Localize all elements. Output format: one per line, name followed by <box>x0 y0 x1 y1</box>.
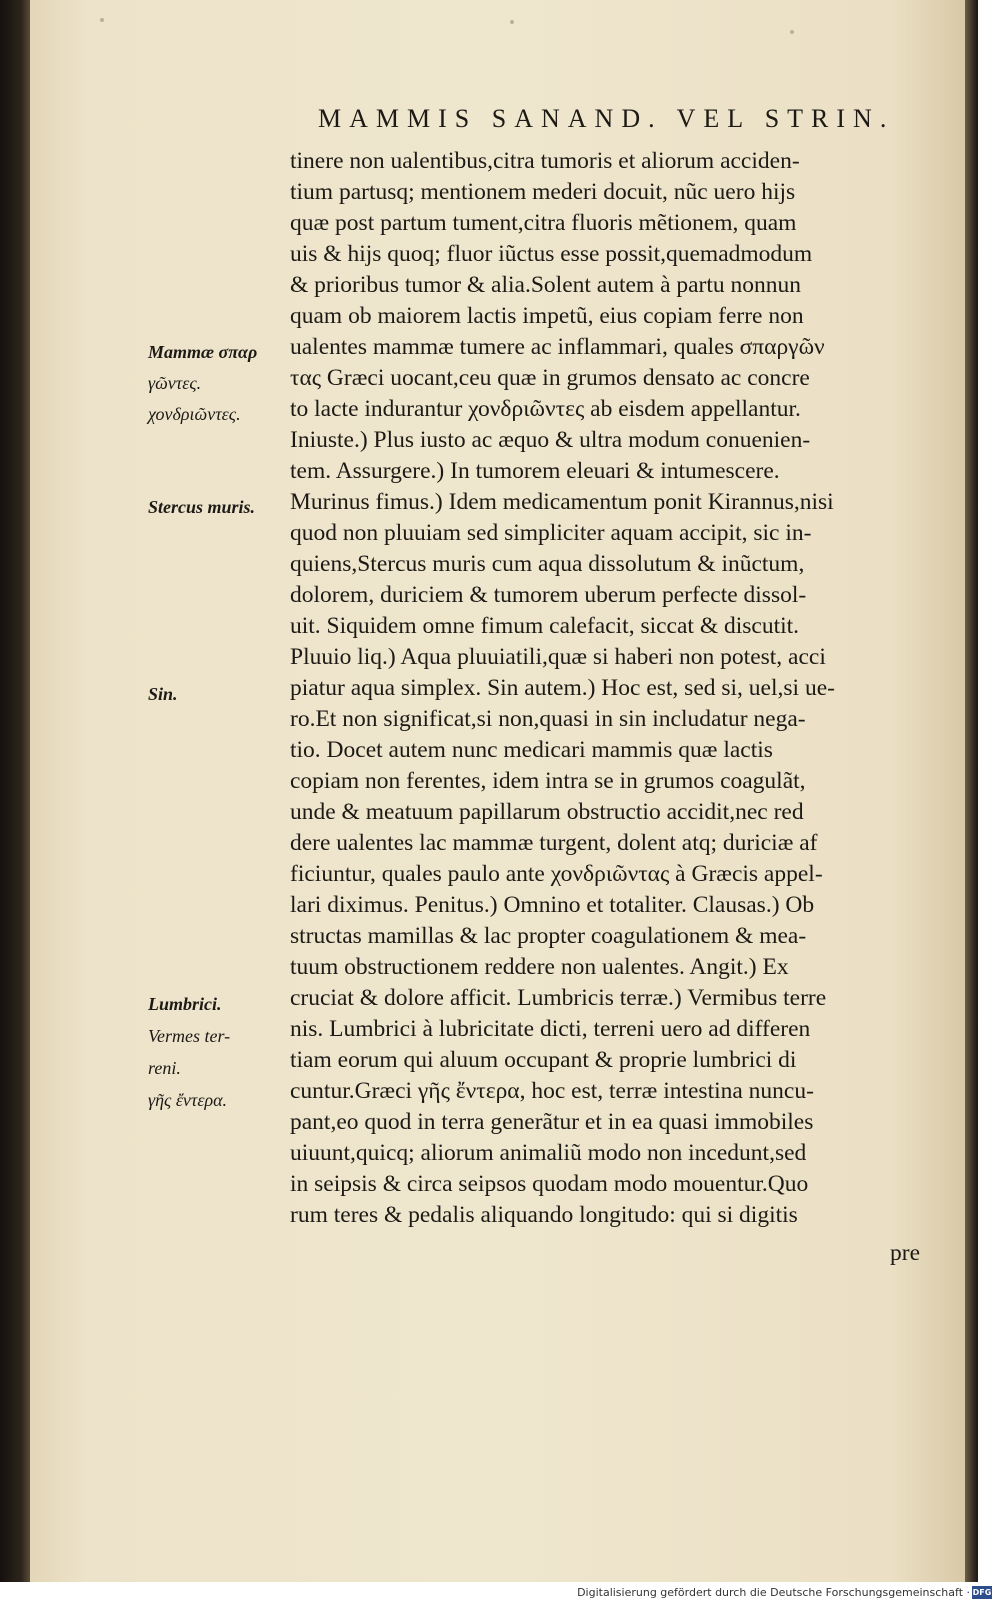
body-text <box>290 146 940 1231</box>
text-line: ualentes mammæ tumere ac inflammari, quales σπαργῶν <box>290 334 825 360</box>
text-line: nis. Lumbrici à lubricitate dicti, terreni uero ad differen <box>290 1016 811 1042</box>
text-line: uit. Siquidem omne fimum calefacit, siccat & discutit. <box>290 613 800 639</box>
catchword: pre <box>890 1240 921 1266</box>
text-line: τας Græci uocant,ceu quæ in grumos densato ac concre <box>290 365 810 391</box>
text-line: lari diximus. Penitus.) Omnino et totaliter. Clausas.) Ob <box>290 892 815 918</box>
text-line: dere ualentes lac mammæ turgent, dolent atq; duriciæ af <box>290 830 818 856</box>
margin-note: reni. <box>148 1058 181 1078</box>
text-line: tium partusq; mentionem mederi docuit, nũc uero hijs <box>290 179 796 205</box>
text-line: tio. Docet autem nunc medicari mammis quæ lactis <box>290 737 773 763</box>
margin-note: χονδριῶντες. <box>148 404 241 424</box>
text-line: quam ob maiorem lactis impetũ, eius copiam ferre non <box>290 303 804 329</box>
text-line: tinere non ualentibus,citra tumoris et aliorum acciden- <box>290 148 800 174</box>
text-line: dolorem, duriciem & tumorem uberum perfecte dissol- <box>290 582 807 608</box>
text-line: uiuunt,quicq; aliorum animaliũ modo non incedunt,sed <box>290 1140 807 1166</box>
text-line: tuum obstructionem reddere non ualentes. Angit.) Ex <box>290 954 789 980</box>
margin-note: γῆς ἔντερα. <box>148 1090 228 1110</box>
text-line: uis & hijs quoq; fluor iũctus esse possit,quemadmodum <box>290 241 813 267</box>
text-line: & prioribus tumor & alia.Solent autem à partu nonnun <box>290 272 802 298</box>
text-line: pant,eo quod in terra generãtur et in ea quasi immobiles <box>290 1109 814 1135</box>
page-edge <box>965 0 978 1582</box>
text-line: Iniuste.) Plus iusto ac æquo & ultra modum conuenien- <box>290 427 811 453</box>
text-line: in seipsis & circa seipsos quodam modo mouentur.Quo <box>290 1171 809 1197</box>
text-line: quiens,Stercus muris cum aqua dissolutum & inũctum, <box>290 551 805 577</box>
text-line: structas mamillas & lac propter coagulationem & mea- <box>290 923 807 949</box>
margin-note: Vermes ter- <box>148 1026 231 1046</box>
margin-note: Mammæ σπαρ <box>148 342 258 362</box>
text-line: quod non pluuiam sed simpliciter aquam accipit, sic in- <box>290 520 812 546</box>
text-line: ro.Et non significat,si non,quasi in sin includatur nega- <box>290 706 806 732</box>
text-line: cruciat & dolore afficit. Lumbricis terræ.) Vermibus terre <box>290 985 827 1011</box>
margin-note: γῶντες. <box>148 373 202 393</box>
text-line: tiam eorum qui aluum occupant & proprie lumbrici di <box>290 1047 797 1073</box>
footer-bar <box>0 1582 1000 1604</box>
book-spine <box>0 0 30 1582</box>
running-head: MAMMIS SANAND. VEL STRIN. <box>318 104 895 133</box>
text-line: copiam non ferentes, idem intra se in grumos coagulãt, <box>290 768 806 794</box>
text-line: cuntur.Græci γῆς ἔντερα, hoc est, terræ intestina nuncu- <box>290 1078 814 1104</box>
text-line: to lacte indurantur χονδριῶντες ab eisdem appellantur. <box>290 396 801 422</box>
margin-note: Stercus muris. <box>148 497 256 517</box>
text-line: piatur aqua simplex. Sin autem.) Hoc est, sed si, uel,si ue- <box>290 675 835 701</box>
footer-credit: Digitalisierung gefördert durch die Deutsche Forschungsgemeinschaft · <box>577 1586 970 1599</box>
text-line: Pluuio liq.) Aqua pluuiatili,quæ si haberi non potest, acci <box>290 644 826 670</box>
text-line: rum teres & pedalis aliquando longitudo: qui si digitis <box>290 1202 798 1228</box>
text-line: unde & meatuum papillarum obstructio accidit,nec red <box>290 799 804 825</box>
text-line: Murinus fimus.) Idem medicamentum ponit Kirannus,nisi <box>290 489 834 515</box>
margin-note: Lumbrici. <box>148 994 222 1014</box>
margin-note: Sin. <box>148 684 178 704</box>
dfg-logo: DFG <box>972 1588 992 1597</box>
text-line: ficiuntur, quales paulo ante χονδριῶντας à Græcis appel- <box>290 861 823 887</box>
text-line: tem. Assurgere.) In tumorem eleuari & intumescere. <box>290 458 780 484</box>
text-line: quæ post partum tument,citra fluoris mẽtionem, quam <box>290 210 797 236</box>
